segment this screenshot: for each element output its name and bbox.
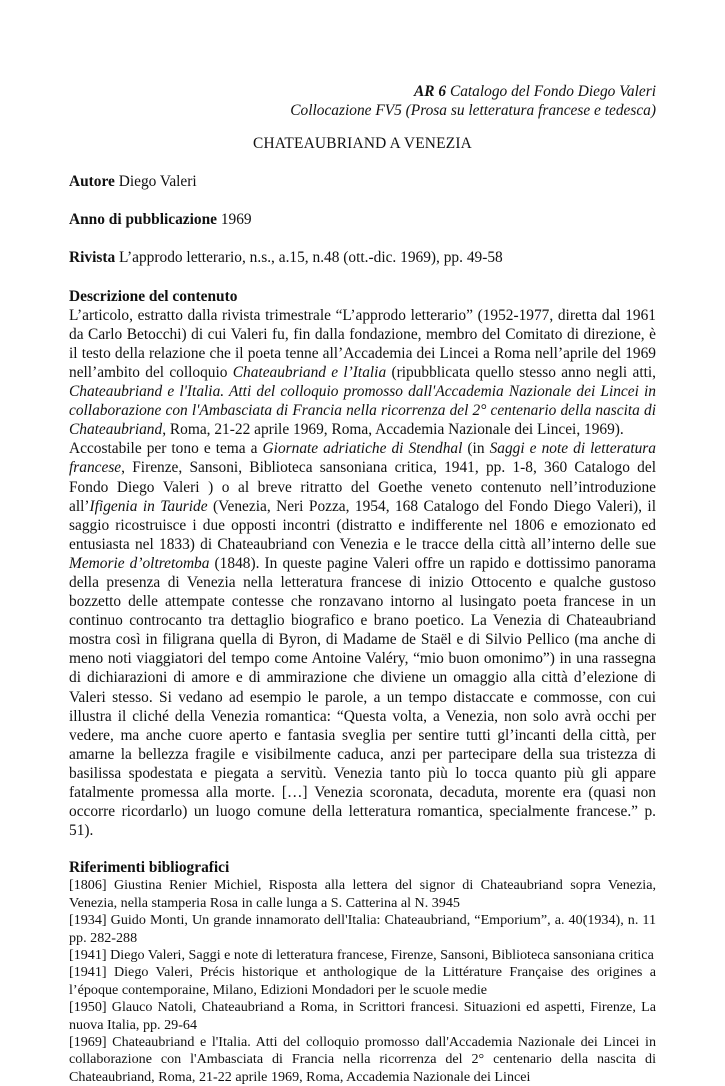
- italic-title: Saggi e note di letteratura francese: [69, 440, 656, 477]
- reference-item: [1941] Diego Valeri, Saggi e note di letteratura francese, Firenze, Sansoni, Biblioteca sansoniana critica: [69, 947, 654, 963]
- description-paragraph-1: [69, 306, 656, 440]
- italic-title: Ifigenia in Tauride: [89, 497, 208, 515]
- text-run: (1848). In queste pagine Valeri offre un rapido e dottissimo panorama della presenza di Venezia nella letteratura francese di inizio Ottocento e qualche gustoso bozzetto delle attempate contesse che ronzavano intorno al lusingato poeta francese in un continuo controcanto tra dettaglio biografico e brano poetico. La Venezia di Chateaubriand mostra così in filigrana quella di Byron, di Madame de Staël e di Silvio Pellico (ma anche di meno noti viaggiatori del tempo come Antoine Valéry, “mio buon omonimo”) in una rassegna di dichiarazioni di amore e di ammirazione che diviene un omaggio alla città d’elezione di Valeri stesso. Si vedano ad esempio le parole, a un tempo distaccate e commosse, con cui illustra il cliché della Venezia romantica: “Questa volta, a Venezia, non solo avrà occhi per vedere, ma anche cuore aperto e fantasia sveglia per sentire tutti gl’incanti della città, per amarne la bellezza fragile e visibilmente caduca, anzi per partecipare della sua tristezza di basilissa spodestata e piegata a servitù. Venezia tanto più lo tocca quanto più gli appare fatalmente promessa alla morte. […] Venezia scoronata, decaduta, morente era (quasi non occorre ricordarlo) un luogo comune della letteratura romantica, specialmente francese.” p. 51).: [69, 554, 656, 840]
- journal-value: L’approdo letterario, n.s., a.15, n.48 (ott.-dic. 1969), pp. 49-58: [115, 249, 503, 267]
- document-title: CHATEAUBRIAND A VENEZIA: [253, 135, 472, 153]
- catalog-name: Catalogo del Fondo Diego Valeri: [446, 83, 656, 100]
- year-field: [69, 210, 656, 229]
- italic-title: Chateaubriand e l'Italia. Atti del colloquio promosso dall'Accademia Nazionale dei Lincei in collaborazione con l'Ambasciata di Francia nella ricorrenza del 2° centenario della nascita di Chateaubriand: [69, 383, 656, 439]
- author-label: Autore: [69, 173, 115, 191]
- author-value: Diego Valeri: [114, 173, 197, 191]
- reference-item: [1806] Giustina Renier Michiel, Risposta alla lettera del signor di Chateaubriand sopra Venezia, Venezia, nella stamperia Rosa in calle lunga a S. Catterina al N. 3945: [69, 877, 656, 911]
- author-field: [69, 172, 656, 191]
- italic-title: Chateaubriand e l’Italia: [232, 363, 387, 381]
- italic-title: Giornate adriatiche di Stendhal: [262, 440, 463, 458]
- catalog-code: AR 6: [414, 83, 447, 100]
- journal-field: [69, 248, 656, 267]
- description-paragraph-2: [69, 439, 656, 840]
- year-value: 1969: [216, 211, 252, 229]
- text-run: , Firenze, Sansoni, Biblioteca sansoniana critica, 1941, pp. 1-8, 360 Catalogo del Fondo Diego Valeri ) o al breve ritratto del Goethe veneto contenuto nell’introduzione all’: [69, 459, 656, 515]
- catalog-line: [69, 82, 656, 101]
- text-run: (in: [462, 440, 490, 458]
- text-run: Accostabile per tono e tema a: [69, 440, 263, 458]
- reference-item: [1950] Glauco Natoli, Chateaubriand a Roma, in Scrittori francesi. Situazioni ed aspetti, Firenze, La nuova Italia, pp. 29-64: [69, 999, 656, 1033]
- journal-label: Rivista: [69, 249, 116, 267]
- reference-item: [1934] Guido Monti, Un grande innamorato dell'Italia: Chateaubriand, “Emporium”, a. 40(1934), n. 11 pp. 282-288: [69, 912, 656, 946]
- description-heading: Descrizione del contenuto: [69, 287, 238, 305]
- italic-title: Memorie d’oltretomba: [69, 554, 210, 572]
- text-run: (Venezia, Neri Pozza, 1954, 168 Catalogo del Fondo Diego Valeri), il saggio ricostruisce i due opposti incontri (distratto e indifferente nel 1806 e emozionato ed entusiasta nel 1833) di Chateaubriand con Venezia e le tracce della città all’interno delle sue: [69, 497, 656, 553]
- reference-item: [1941] Diego Valeri, Précis historique et anthologique de la Littérature Française des origines a l’époque contemporaine, Milano, Edizioni Mondadori per le scuole medie: [69, 964, 656, 998]
- year-label: Anno di pubblicazione: [69, 211, 217, 229]
- references-section: [69, 858, 656, 1086]
- document-page: [69, 82, 656, 1086]
- text-run: L’articolo, estratto dalla rivista trimestrale “L’approdo letterario” (1952-1977, diretta dal 1961 da Carlo Betocchi) di cui Valeri fu, fin dalla fondazione, membro del Comitato di direzione, è il testo della relazione che il poeta tenne all’Accademia dei Lincei a Roma nell’aprile del 1969 nell’ambito del colloquio: [69, 306, 656, 381]
- references-heading: Riferimenti bibliografici: [69, 859, 230, 877]
- text-run: , Roma, 21-22 aprile 1969, Roma, Accademia Nazionale dei Lincei, 1969).: [162, 421, 624, 439]
- text-run: (ripubblicata quello stesso anno negli atti,: [386, 363, 656, 381]
- reference-item: [1969] Chateaubriand e l'Italia. Atti del colloquio promosso dall'Accademia Nazionale dei Lincei in collaborazione con l'Ambasciata di Francia nella ricorrenza del 2° centenario della nascita di Chateaubriand, Roma, 21-22 aprile 1969, Roma, Accademia Nazionale dei Lincei: [69, 1034, 656, 1085]
- catalog-header: [69, 82, 656, 120]
- description-section: [69, 287, 656, 841]
- collocation-line: Collocazione FV5 (Prosa su letteratura francese e tedesca): [290, 102, 656, 120]
